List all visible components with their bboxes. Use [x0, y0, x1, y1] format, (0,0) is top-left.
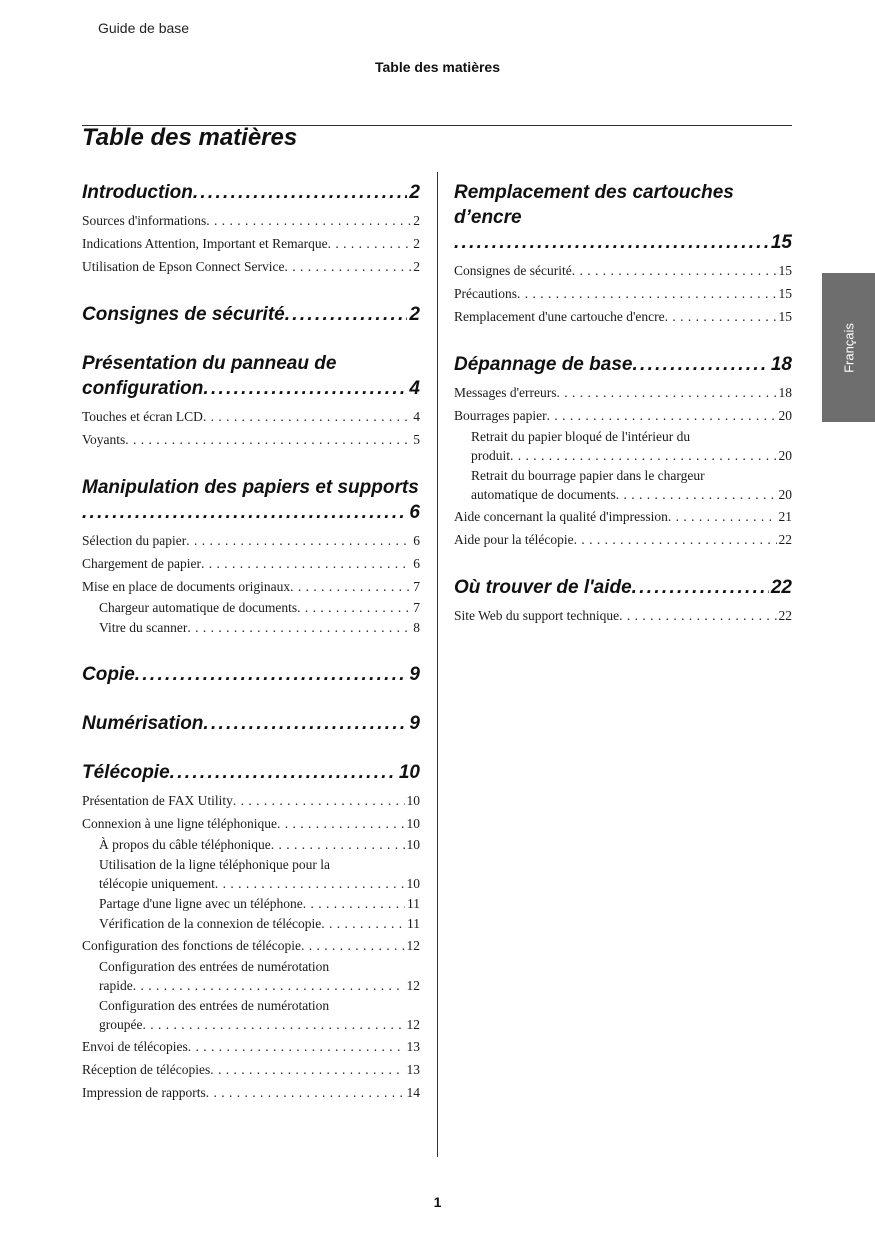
- entry-page: 15: [778, 309, 792, 324]
- toc-chapter-introduction[interactable]: [82, 180, 420, 205]
- chapter-title: Manipulation des papiers et supports: [82, 477, 419, 498]
- toc-subentry[interactable]: [82, 598, 420, 617]
- toc-entry[interactable]: [82, 552, 420, 575]
- entry-page: 15: [778, 286, 792, 301]
- chapter-page: 4: [409, 378, 420, 399]
- entry-label: groupée: [99, 1017, 143, 1032]
- toc-left-column: [82, 180, 420, 1104]
- entry-label: Chargement de papier: [82, 556, 201, 571]
- chapter-page: 10: [398, 762, 420, 783]
- toc-chapter-panneau[interactable]: [82, 351, 420, 401]
- chapter-title: Introduction: [82, 182, 193, 203]
- chapter-title: Consignes de sécurité: [82, 304, 285, 325]
- toc-entry[interactable]: [454, 404, 792, 427]
- language-tab[interactable]: [822, 273, 875, 422]
- entry-label: Aide pour la télécopie: [454, 532, 574, 547]
- entry-label: produit: [471, 448, 510, 463]
- entry-page: 2: [413, 213, 420, 228]
- toc-chapter-copie[interactable]: [82, 662, 420, 687]
- entry-label: À propos du câble téléphonique: [99, 837, 271, 852]
- toc-subentry[interactable]: [82, 914, 420, 933]
- toc-entry[interactable]: [454, 282, 792, 305]
- toc-chapter-numerisation[interactable]: [82, 711, 420, 736]
- entry-label-line1: Configuration des entrées de numérotation: [99, 959, 330, 974]
- entry-page: 10: [406, 816, 420, 831]
- toc-subentry[interactable]: [454, 427, 792, 465]
- entry-label: Aide concernant la qualité d'impression: [454, 509, 668, 524]
- entry-label: Connexion à une ligne téléphonique: [82, 816, 277, 831]
- entry-page: 10: [406, 793, 420, 808]
- entry-page: 15: [778, 263, 792, 278]
- entry-page: 6: [413, 533, 420, 548]
- entry-label: Remplacement d'une cartouche d'encre: [454, 309, 665, 324]
- entry-label: Site Web du support technique: [454, 608, 620, 623]
- entry-label: Réception de télécopies: [82, 1062, 211, 1077]
- entry-page: 10: [406, 837, 420, 852]
- entry-label: Utilisation de Epson Connect Service: [82, 259, 285, 274]
- toc-entry[interactable]: [82, 575, 420, 598]
- language-tab-label: Français: [841, 322, 856, 373]
- entry-label: automatique de documents: [471, 487, 616, 502]
- entry-page: 12: [406, 938, 420, 953]
- entry-page: 20: [778, 448, 792, 463]
- toc-right-column: [454, 180, 792, 627]
- entry-page: 11: [407, 916, 420, 931]
- toc-subentry[interactable]: [82, 835, 420, 854]
- toc-chapter-telecopie[interactable]: [82, 760, 420, 785]
- toc-entry[interactable]: [82, 529, 420, 552]
- toc-subentry[interactable]: [82, 855, 420, 893]
- entry-label: Touches et écran LCD: [82, 409, 203, 424]
- entry-label: Bourrages papier: [454, 408, 547, 423]
- entry-label: Consignes de sécurité: [454, 263, 572, 278]
- toc-subentry[interactable]: [454, 466, 792, 504]
- entry-label-line1: Retrait du papier bloqué de l'intérieur du: [471, 429, 691, 444]
- entry-label: Vitre du scanner: [99, 620, 188, 635]
- entry-page: 12: [406, 978, 420, 993]
- toc-chapter-depannage[interactable]: [454, 352, 792, 377]
- toc-entry[interactable]: [454, 381, 792, 404]
- chapter-page: 6: [409, 502, 420, 523]
- chapter-title: Copie: [82, 664, 135, 685]
- chapter-page: 15: [770, 232, 792, 253]
- toc-entry[interactable]: [82, 1035, 420, 1058]
- column-divider: [437, 172, 438, 1157]
- entry-label: Sources d'informations: [82, 213, 207, 228]
- entry-page: 18: [778, 385, 792, 400]
- entry-page: 21: [778, 509, 792, 524]
- entry-label: Impression de rapports: [82, 1085, 206, 1100]
- entry-label: Mise en place de documents originaux: [82, 579, 291, 594]
- entry-page: 8: [413, 620, 420, 635]
- toc-chapter-papiers[interactable]: [82, 475, 420, 525]
- chapter-title: configuration: [82, 378, 204, 399]
- entry-label: télécopie uniquement: [99, 876, 215, 891]
- toc-chapter-securite[interactable]: [82, 302, 420, 327]
- chapter-title-line1: Présentation du panneau de: [82, 353, 337, 374]
- toc-entry[interactable]: [82, 934, 420, 957]
- entry-page: 20: [778, 487, 792, 502]
- toc-subentry[interactable]: [82, 996, 420, 1034]
- toc-entry[interactable]: [82, 232, 420, 255]
- entry-page: 12: [406, 1017, 420, 1032]
- toc-chapter-cartouches[interactable]: [454, 180, 792, 255]
- toc-entry[interactable]: [454, 305, 792, 328]
- toc-entry[interactable]: [82, 1081, 420, 1104]
- entry-page: 6: [413, 556, 420, 571]
- entry-label: Présentation de FAX Utility: [82, 793, 233, 808]
- chapter-page: 2: [409, 304, 420, 325]
- toc-entry[interactable]: [82, 255, 420, 278]
- chapter-title: Remplacement des cartouches d’encre: [454, 182, 734, 228]
- toc-entry[interactable]: [454, 528, 792, 551]
- entry-page: 4: [413, 409, 420, 424]
- section-header: Table des matières: [374, 59, 501, 75]
- entry-label: Chargeur automatique de documents: [99, 600, 298, 615]
- toc-entry[interactable]: [82, 789, 420, 812]
- entry-label: Précautions: [454, 286, 517, 301]
- entry-label: Messages d'erreurs: [454, 385, 557, 400]
- chapter-title: Numérisation: [82, 713, 204, 734]
- chapter-title: Où trouver de l'aide: [454, 577, 632, 598]
- entry-label: Partage d'une ligne avec un téléphone: [99, 896, 303, 911]
- entry-page: 13: [406, 1062, 420, 1077]
- chapter-title: Dépannage de base: [454, 354, 633, 375]
- page-number: 1: [433, 1194, 442, 1210]
- chapter-title: Télécopie: [82, 762, 170, 783]
- entry-page: 11: [407, 896, 420, 911]
- toc-entry[interactable]: [454, 505, 792, 528]
- entry-page: 2: [413, 236, 420, 251]
- toc-subentry[interactable]: [82, 618, 420, 637]
- entry-label-line1: Retrait du bourrage papier dans le chargeur: [471, 468, 705, 483]
- entry-label: Indications Attention, Important et Remarque: [82, 236, 328, 251]
- entry-page: 7: [413, 579, 420, 594]
- chapter-page: 9: [409, 664, 420, 685]
- entry-label: Sélection du papier: [82, 533, 187, 548]
- toc-entry[interactable]: [82, 1058, 420, 1081]
- entry-page: 10: [406, 876, 420, 891]
- entry-page: 5: [413, 432, 420, 447]
- chapter-page: 2: [409, 182, 420, 203]
- toc-entry[interactable]: [82, 405, 420, 428]
- entry-page: 7: [413, 600, 420, 615]
- entry-label: Envoi de télécopies: [82, 1039, 188, 1054]
- entry-label: Voyants: [82, 432, 126, 447]
- entry-label: rapide: [99, 978, 133, 993]
- entry-label-line1: Configuration des entrées de numérotation: [99, 998, 330, 1013]
- page-title: Table des matières: [82, 124, 298, 151]
- toc-entry[interactable]: [454, 259, 792, 282]
- toc-subentry[interactable]: [82, 957, 420, 995]
- toc-entry[interactable]: [82, 812, 420, 835]
- chapter-page: 9: [409, 713, 420, 734]
- entry-page: 20: [778, 408, 792, 423]
- chapter-page: 22: [770, 577, 792, 598]
- entry-page: 13: [406, 1039, 420, 1054]
- toc-subentry[interactable]: [82, 894, 420, 913]
- toc-entry[interactable]: [82, 428, 420, 451]
- entry-page: 2: [413, 259, 420, 274]
- entry-label-line1: Utilisation de la ligne téléphonique pour la: [99, 857, 330, 872]
- toc-entry[interactable]: [82, 209, 420, 232]
- toc-entry[interactable]: [454, 604, 792, 627]
- entry-label: Vérification de la connexion de télécopie: [99, 916, 322, 931]
- entry-page: 14: [406, 1085, 420, 1100]
- entry-label: Configuration des fonctions de télécopie: [82, 938, 301, 953]
- chapter-page: 18: [770, 354, 792, 375]
- entry-page: 22: [778, 608, 792, 623]
- running-header: Guide de base: [98, 20, 190, 36]
- toc-chapter-aide[interactable]: [454, 575, 792, 600]
- entry-page: 22: [778, 532, 792, 547]
